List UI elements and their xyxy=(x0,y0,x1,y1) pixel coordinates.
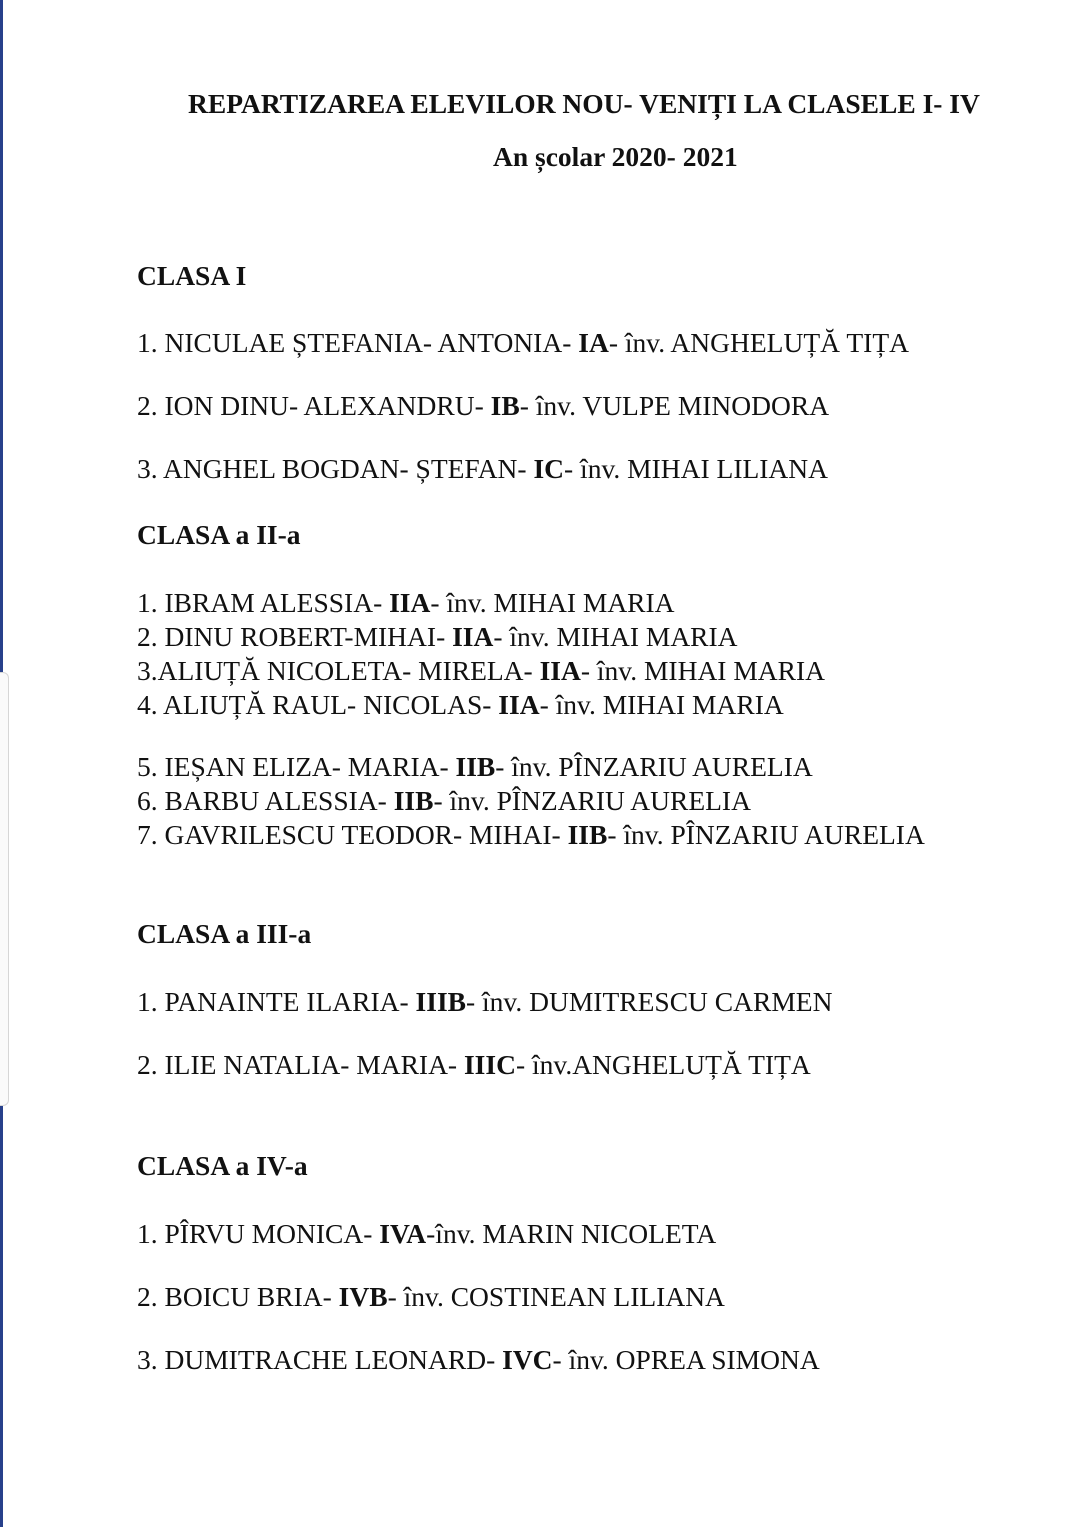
class-code: IIA xyxy=(498,689,540,720)
class-code: IIA xyxy=(452,621,494,652)
list-item: 1. NICULAE ȘTEFANIA- ANTONIA- IA- înv. ANGHELUȚĂ TIȚA xyxy=(137,327,909,358)
class-code: IIB xyxy=(455,751,496,782)
page-side-marker xyxy=(0,672,9,1106)
list-item: 2. ILIE NATALIA- MARIA- IIIC- înv.ANGHELUȚĂ TIȚA xyxy=(137,1049,811,1080)
list-item: 3.ALIUȚĂ NICOLETA- MIRELA- IIA- înv. MIHAI MARIA xyxy=(137,655,826,686)
class-code: IIB xyxy=(393,785,434,816)
document-title: REPARTIZAREA ELEVILOR NOU- VENIȚI LA CLASELE I- IV xyxy=(188,88,980,119)
list-item: 1. PÎRVU MONICA- IVA-înv. MARIN NICOLETA xyxy=(137,1218,717,1249)
document-subtitle: An școlar 2020- 2021 xyxy=(493,141,738,172)
class-code: IB xyxy=(490,390,520,421)
list-item: 3. DUMITRACHE LEONARD- IVC- înv. OPREA SIMONA xyxy=(137,1344,820,1375)
class-code: IC xyxy=(533,453,565,484)
list-item: 4. ALIUȚĂ RAUL- NICOLAS- IIA- înv. MIHAI MARIA xyxy=(137,689,784,720)
list-item: 7. GAVRILESCU TEODOR- MIHAI- IIB- înv. PÎNZARIU AURELIA xyxy=(137,819,925,850)
list-item: 2. ION DINU- ALEXANDRU- IB- înv. VULPE MINODORA xyxy=(137,390,830,421)
section-heading-clasa-3: CLASA a III-a xyxy=(137,918,312,949)
class-code: IVC xyxy=(502,1344,553,1375)
list-item: 6. BARBU ALESSIA- IIB- înv. PÎNZARIU AURELIA xyxy=(137,785,751,816)
class-code: IVA xyxy=(379,1218,427,1249)
section-heading-clasa-2: CLASA a II-a xyxy=(137,519,301,550)
list-item: 1. PANAINTE ILARIA- IIIB- înv. DUMITRESCU CARMEN xyxy=(137,986,833,1017)
list-item: 5. IEȘAN ELIZA- MARIA- IIB- înv. PÎNZARIU AURELIA xyxy=(137,751,813,782)
class-code: IVB xyxy=(338,1281,388,1312)
list-item: 1. IBRAM ALESSIA- IIA- înv. MIHAI MARIA xyxy=(137,587,675,618)
class-code: IIA xyxy=(389,587,431,618)
class-code: IIB xyxy=(567,819,608,850)
class-code: IIIB xyxy=(415,986,466,1017)
section-heading-clasa-1: CLASA I xyxy=(137,260,247,291)
list-item: 2. BOICU BRIA- IVB- înv. COSTINEAN LILIANA xyxy=(137,1281,725,1312)
class-code: IIA xyxy=(539,655,581,686)
class-code: IIIC xyxy=(463,1049,516,1080)
list-item: 2. DINU ROBERT-MIHAI- IIA- înv. MIHAI MARIA xyxy=(137,621,738,652)
section-heading-clasa-4: CLASA a IV-a xyxy=(137,1150,308,1181)
list-item: 3. ANGHEL BOGDAN- ȘTEFAN- IC- înv. MIHAI LILIANA xyxy=(137,453,829,484)
class-code: IA xyxy=(578,327,609,358)
